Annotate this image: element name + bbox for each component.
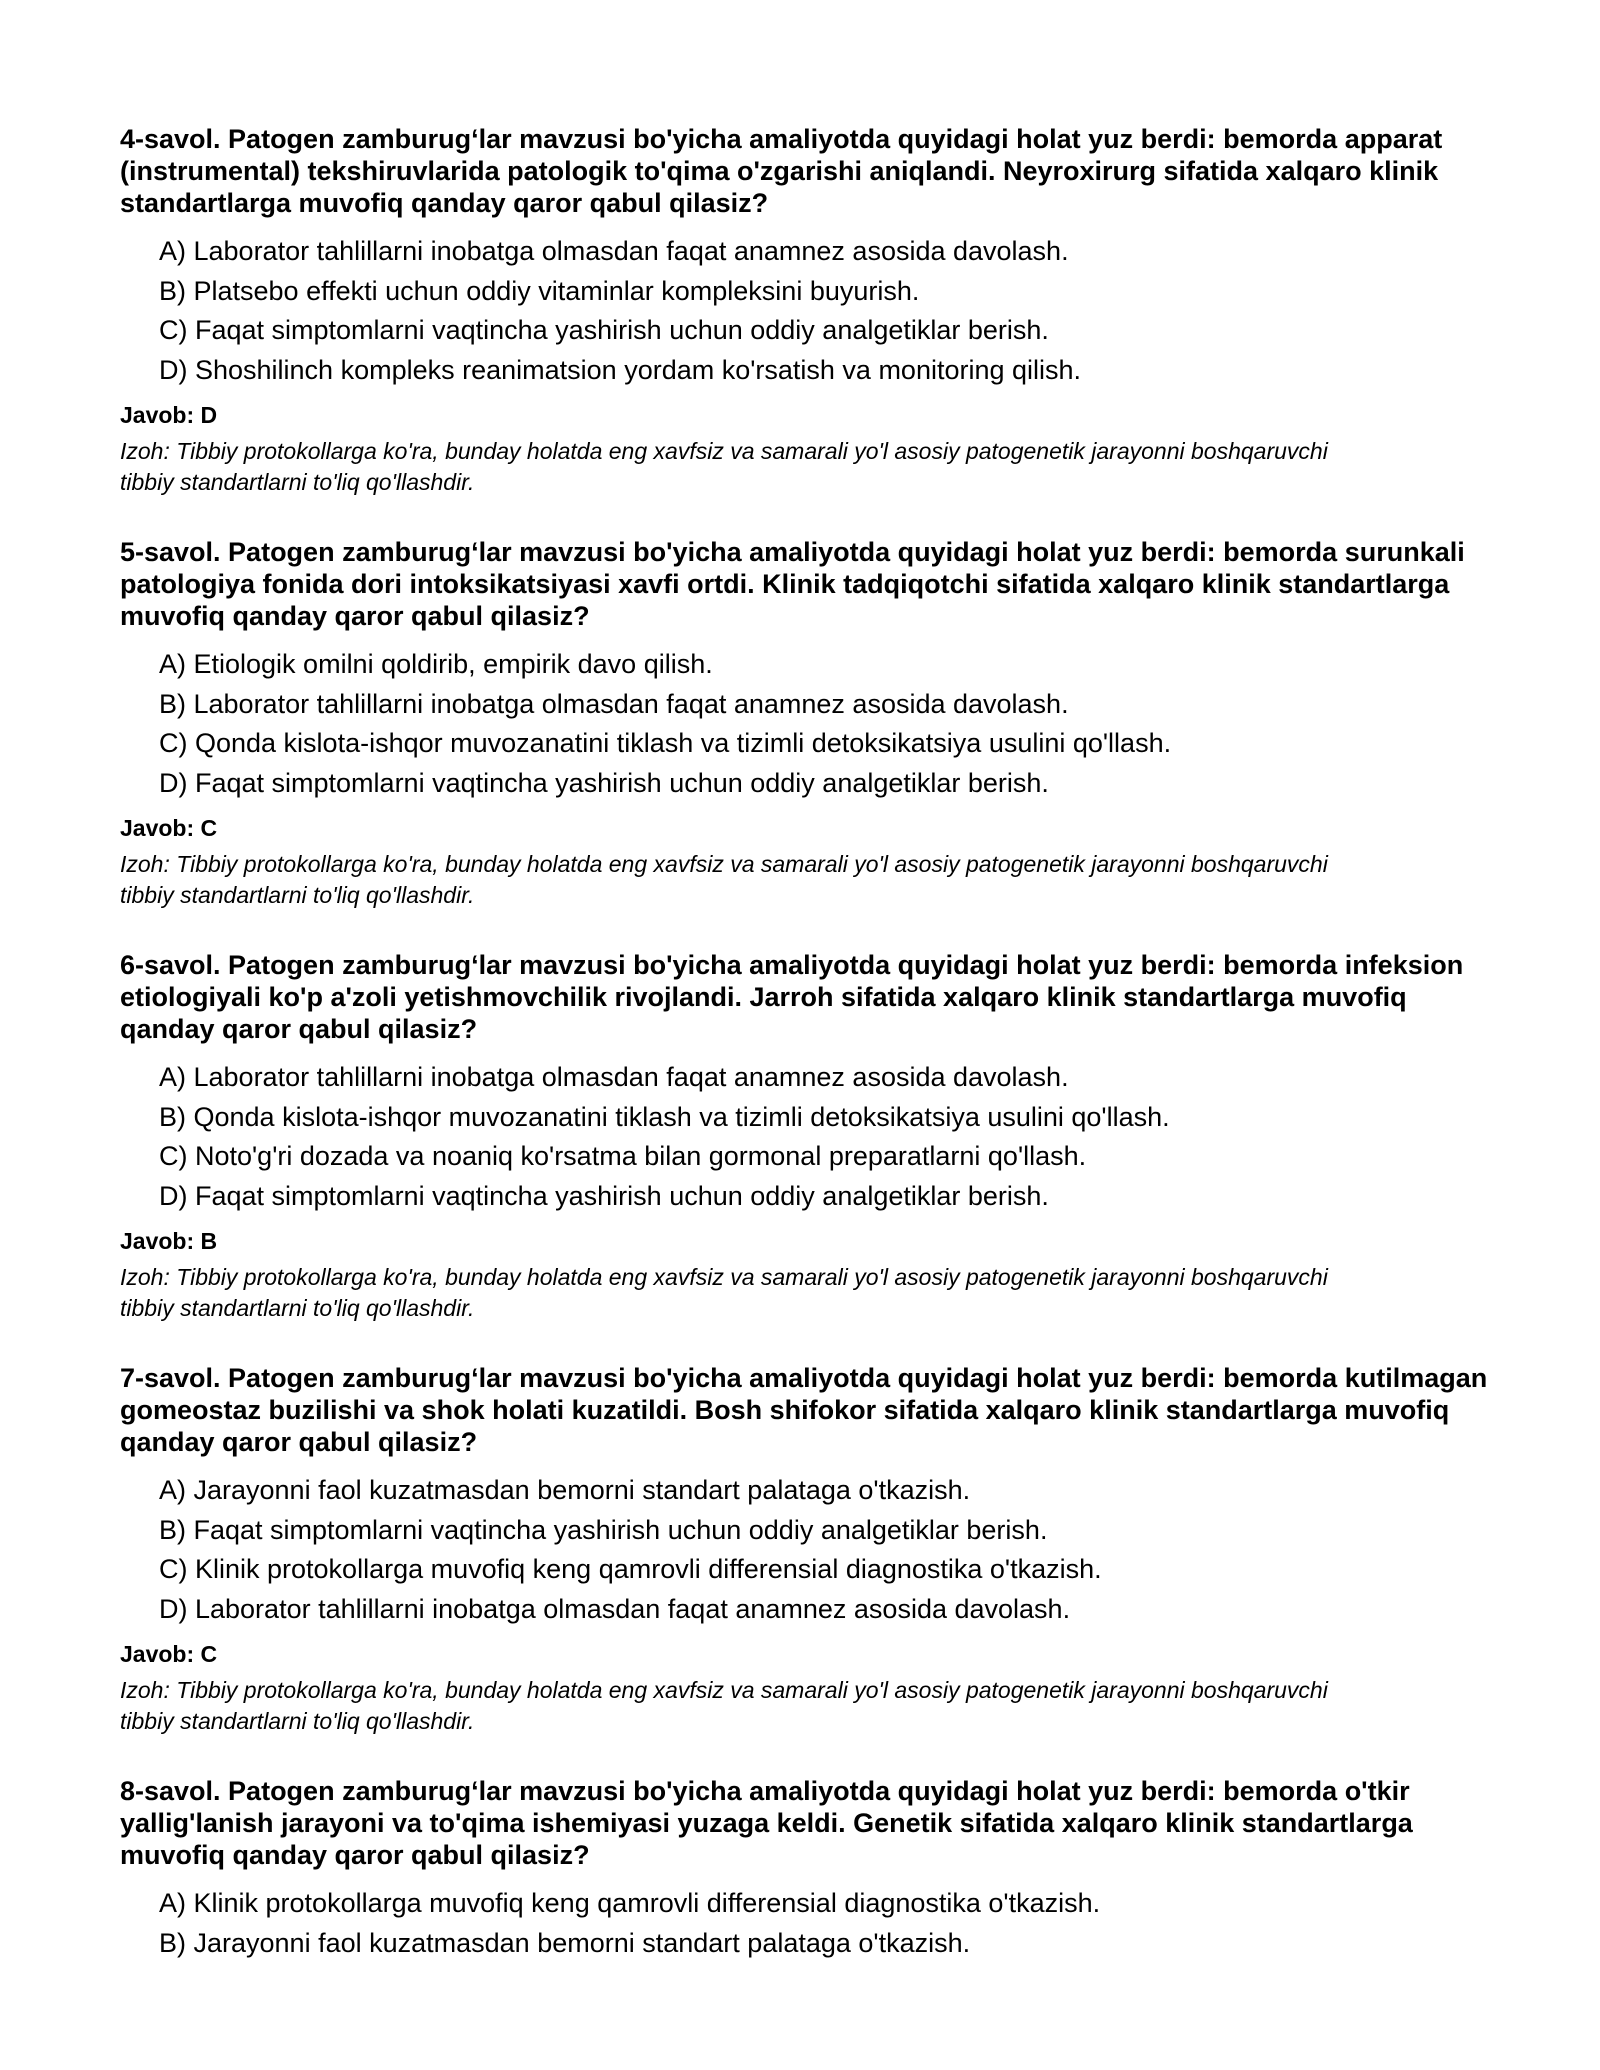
option-b: B) Laborator tahlillarni inobatga olmasdan faqat anamnez asosida davolash. <box>159 688 1069 719</box>
document-page <box>120 123 1500 2001</box>
option-a: A) Etiologik omilni qoldirib, empirik davo qilish. <box>159 649 713 679</box>
answer: Javob: B <box>120 1228 218 1254</box>
option-d: D) Laborator tahlillarni inobatga olmasdan faqat anamnez asosida davolash. <box>159 1593 1071 1624</box>
option-a: A) Jarayonni faol kuzatmasdan bemorni standart palataga o'tkazish. <box>159 1475 971 1505</box>
option-d: D) Faqat simptomlarni vaqtincha yashirish uchun oddiy analgetiklar berish. <box>159 1180 1049 1211</box>
explanation-note: Izoh: Tibbiy protokollarga ko'ra, bunday holatda eng xavfsiz va samarali yo'l asosiy patogenetik jarayonni boshqaruvchi tibbiy standartlarni to'liq qo'llashdir. <box>120 1677 1328 1734</box>
question-title: 4-savol. Patogen zamburug‘lar mavzusi bo'yicha amaliyotda quyidagi holat yuz berdi: bemorda apparat (instrumental) tekshiruvlarida patologik to'qima o'zgarishi aniqlandi. Neyroxirurg sifatida xalqaro klinik standartlarga muvofiq qanday qaror qabul qilasiz? <box>120 124 1443 218</box>
options-list <box>120 1471 1500 1629</box>
option-a: A) Laborator tahlillarni inobatga olmasdan faqat anamnez asosida davolash. <box>159 1062 1069 1092</box>
option-b: B) Qonda kislota-ishqor muvozanatini tiklash va tizimli detoksikatsiya usulini qo'llash. <box>159 1101 1170 1132</box>
options-list <box>120 1058 1500 1216</box>
explanation-note: Izoh: Tibbiy protokollarga ko'ra, bunday holatda eng xavfsiz va samarali yo'l asosiy patogenetik jarayonni boshqaruvchi tibbiy standartlarni to'liq qo'llashdir. <box>120 438 1328 495</box>
question-title: 6-savol. Patogen zamburug‘lar mavzusi bo'yicha amaliyotda quyidagi holat yuz berdi: bemorda infeksion etiologiyali ko'p a'zoli yetishmovchilik rivojlandi. Jarroh sifatida xalqaro klinik standartlarga muvofiq qanday qaror qabul qilasiz? <box>120 950 1464 1044</box>
question-title: 7-savol. Patogen zamburug‘lar mavzusi bo'yicha amaliyotda quyidagi holat yuz berdi: bemorda kutilmagan gomeostaz buzilishi va shok holati kuzatildi. Bosh shifokor sifatida xalqaro klinik standartlarga muvofiq qanday qaror qabul qilasiz? <box>120 1363 1488 1457</box>
option-a: A) Klinik protokollarga muvofiq keng qamrovli differensial diagnostika o'tkazish. <box>159 1888 1101 1918</box>
explanation-note: Izoh: Tibbiy protokollarga ko'ra, bunday holatda eng xavfsiz va samarali yo'l asosiy patogenetik jarayonni boshqaruvchi tibbiy standartlarni to'liq qo'llashdir. <box>120 851 1328 908</box>
option-b: B) Platsebo effekti uchun oddiy vitaminlar kompleksini buyurish. <box>159 275 920 306</box>
option-b: B) Faqat simptomlarni vaqtincha yashirish uchun oddiy analgetiklar berish. <box>159 1514 1048 1545</box>
option-d: D) Shoshilinch kompleks reanimatsion yordam ko'rsatish va monitoring qilish. <box>159 354 1082 385</box>
question-8 <box>120 1775 1500 1963</box>
answer: Javob: C <box>120 1641 218 1667</box>
options-list <box>120 645 1500 803</box>
option-d: D) Faqat simptomlarni vaqtincha yashirish uchun oddiy analgetiklar berish. <box>159 767 1049 798</box>
answer: Javob: D <box>120 402 218 428</box>
question-title: 5-savol. Patogen zamburug‘lar mavzusi bo'yicha amaliyotda quyidagi holat yuz berdi: bemorda surunkali patologiya fonida dori intoksikatsiyasi xavfi ortdi. Klinik tadqiqotchi sifatida xalqaro klinik standartlarga muvofiq qanday qaror qabul qilasiz? <box>120 537 1465 631</box>
option-a: A) Laborator tahlillarni inobatga olmasdan faqat anamnez asosida davolash. <box>159 236 1069 266</box>
options-list <box>120 232 1500 390</box>
option-c: C) Klinik protokollarga muvofiq keng qamrovli differensial diagnostika o'tkazish. <box>159 1554 1102 1584</box>
question-7 <box>120 1362 1500 1737</box>
options-list <box>120 1884 1500 1963</box>
answer: Javob: C <box>120 815 218 841</box>
question-title: 8-savol. Patogen zamburug‘lar mavzusi bo'yicha amaliyotda quyidagi holat yuz berdi: bemorda o'tkir yallig'lanish jarayoni va to'qima ishemiyasi yuzaga keldi. Genetik sifatida xalqaro klinik standartlarga muvofiq qanday qaror qabul qilasiz? <box>120 1776 1413 1870</box>
question-6 <box>120 949 1500 1324</box>
option-c: C) Noto'g'ri dozada va noaniq ko'rsatma bilan gormonal preparatlarni qo'llash. <box>159 1141 1087 1171</box>
question-5 <box>120 536 1500 911</box>
option-c: C) Faqat simptomlarni vaqtincha yashirish uchun oddiy analgetiklar berish. <box>159 315 1049 345</box>
question-4 <box>120 123 1500 498</box>
explanation-note: Izoh: Tibbiy protokollarga ko'ra, bunday holatda eng xavfsiz va samarali yo'l asosiy patogenetik jarayonni boshqaruvchi tibbiy standartlarni to'liq qo'llashdir. <box>120 1264 1328 1321</box>
option-b: B) Jarayonni faol kuzatmasdan bemorni standart palataga o'tkazish. <box>159 1927 971 1958</box>
option-c: C) Qonda kislota-ishqor muvozanatini tiklash va tizimli detoksikatsiya usulini qo'llash. <box>159 728 1172 758</box>
